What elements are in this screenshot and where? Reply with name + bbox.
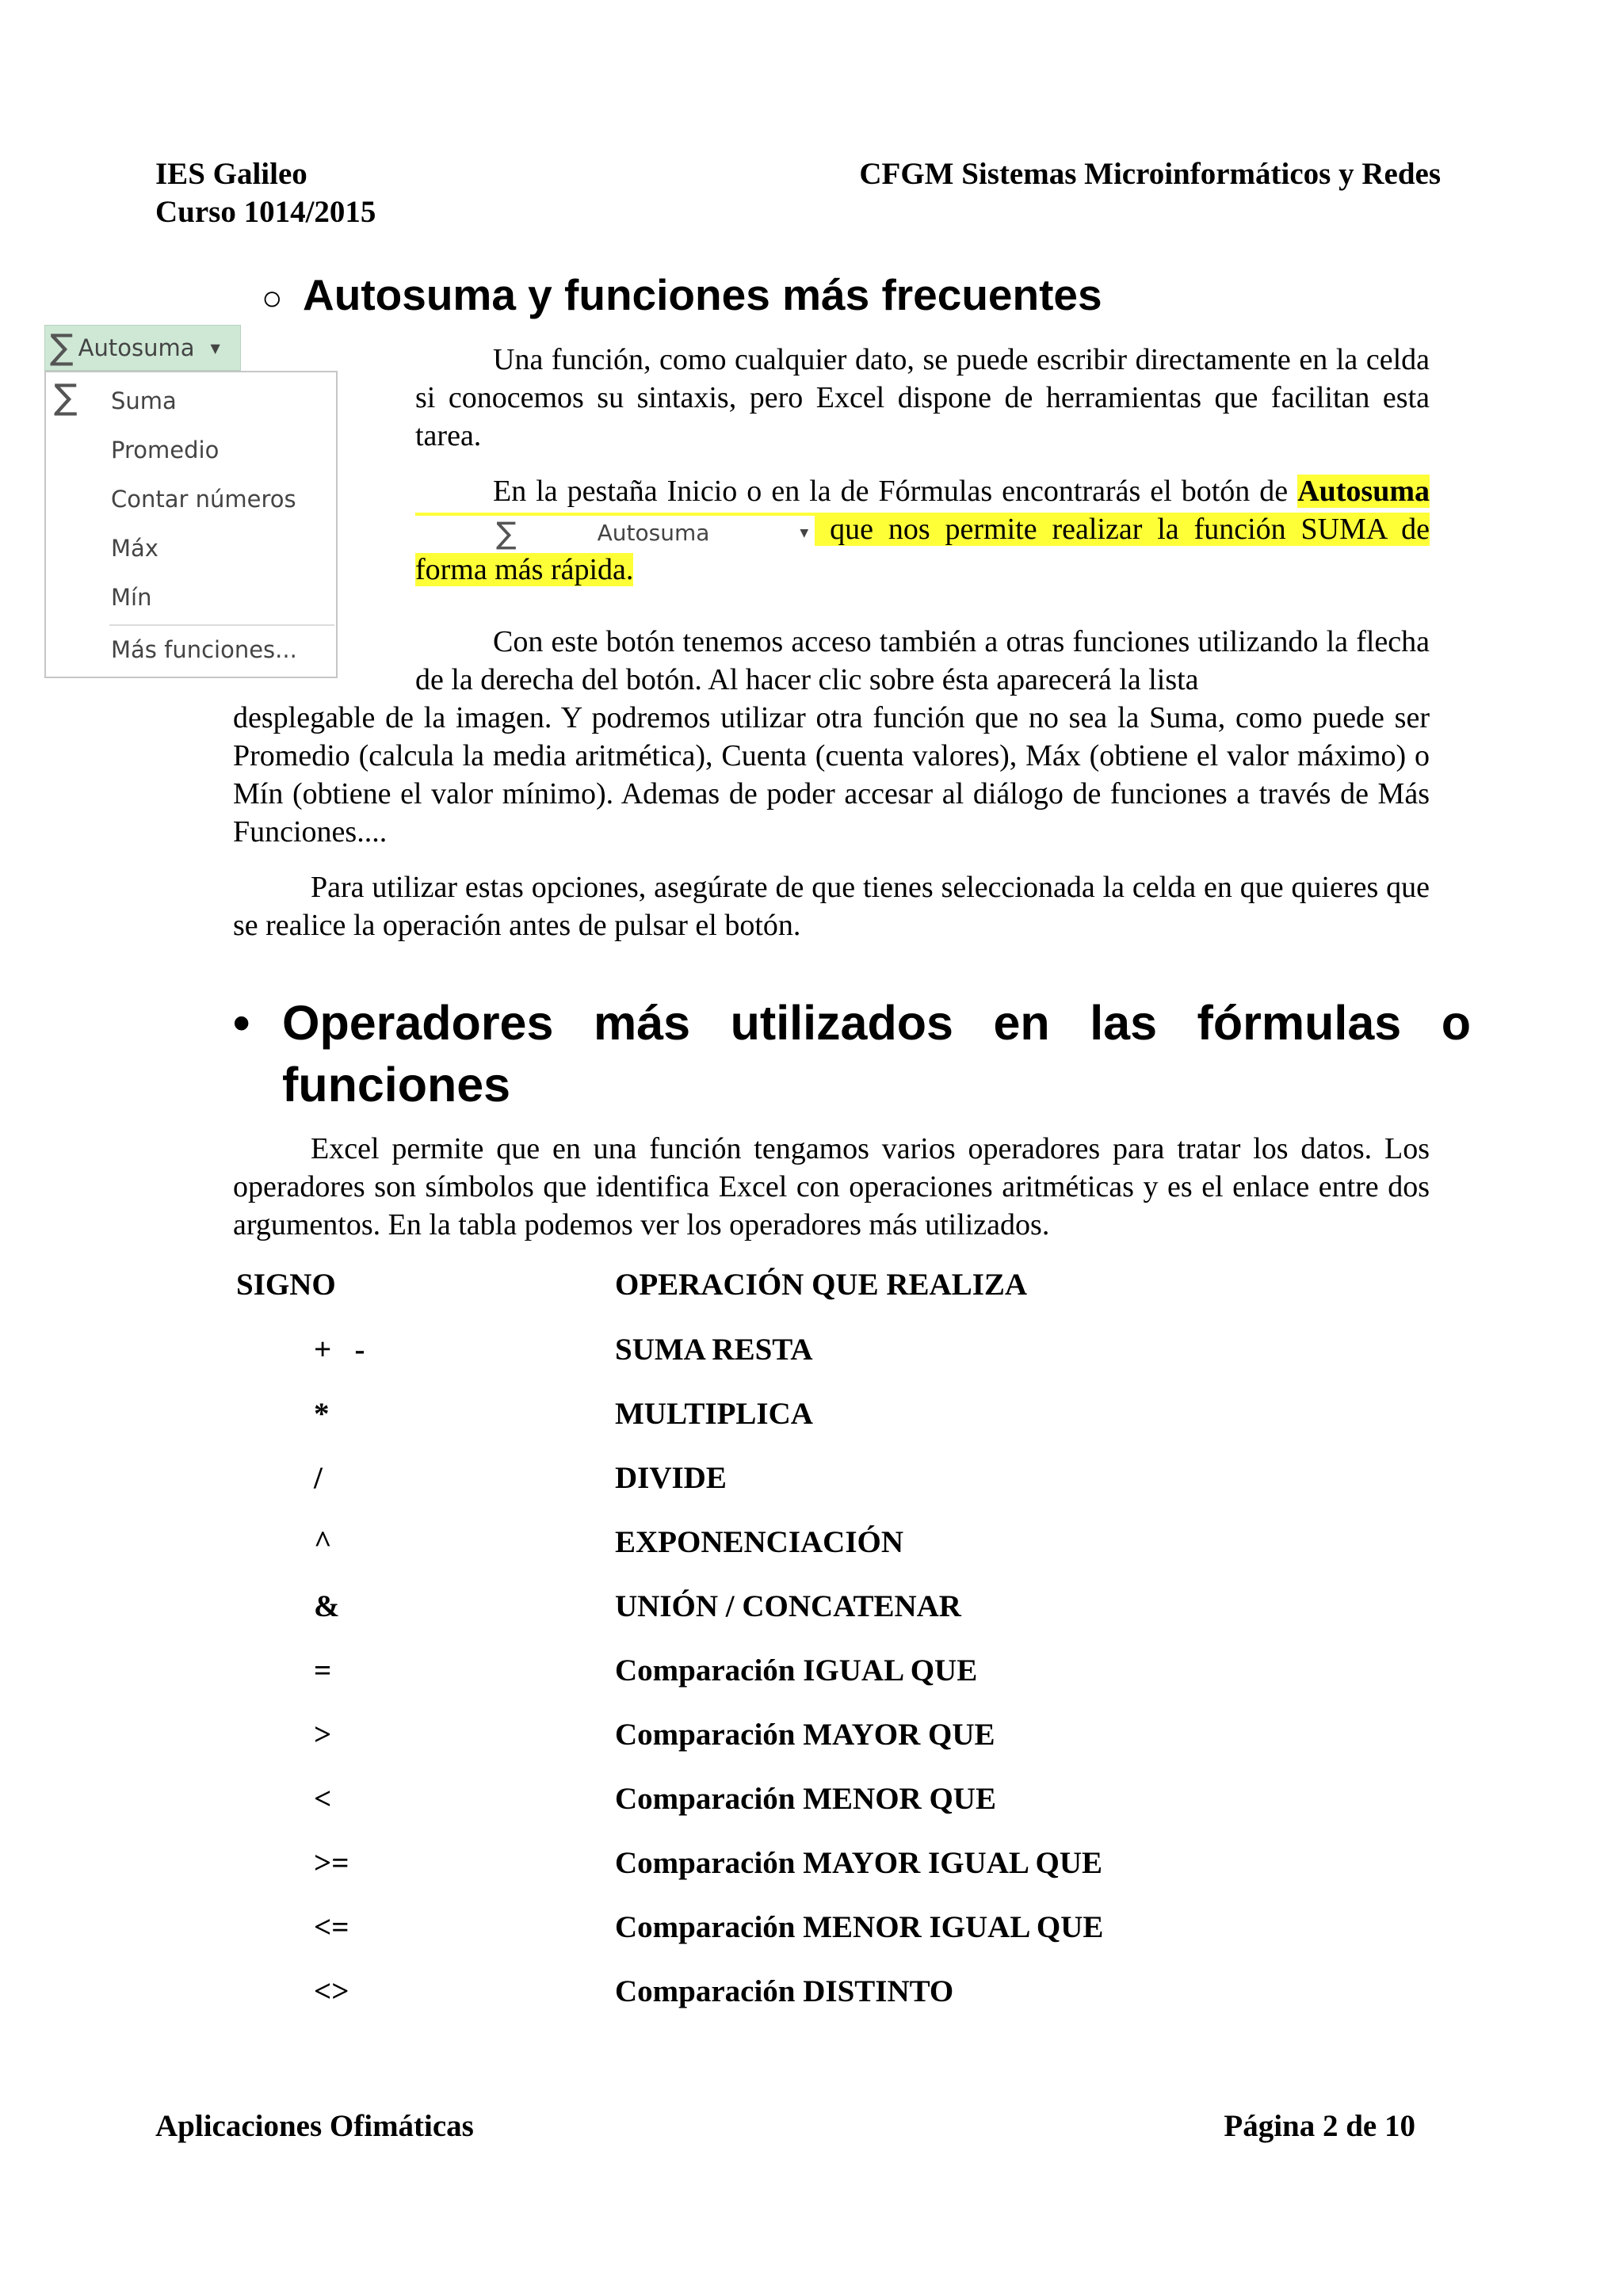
section1-paragraph-2 <box>415 472 1430 589</box>
table-cell-operation: Comparación MAYOR IGUAL QUE <box>615 1846 1103 1880</box>
table-cell-sign: + - <box>314 1333 365 1367</box>
table-cell-sign: < <box>314 1782 332 1816</box>
table-cell-operation: SUMA RESTA <box>615 1333 813 1367</box>
table-cell-operation: Comparación MENOR QUE <box>615 1782 996 1816</box>
section2-title: Operadores más utilizados en las fórmulas o funciones <box>282 996 1471 1112</box>
menu-item-promedio: Promedio <box>111 437 220 463</box>
section1-paragraph-4: Para utilizar estas opciones, asegúrate de que tienes seleccionada la celda en que quieres que se realice la operación antes de pulsar el botón. <box>233 871 1430 942</box>
table-cell-sign: <> <box>314 1974 349 2008</box>
table-cell-operation: Comparación MAYOR QUE <box>615 1718 995 1752</box>
table-cell-sign: >= <box>314 1846 349 1880</box>
table-cell-operation: EXPONENCIACIÓN <box>615 1525 904 1559</box>
table-cell-operation: DIVIDE <box>615 1461 727 1495</box>
inline-dropdown-arrow-icon: ▼ <box>800 527 809 540</box>
menu-item-mas-funciones: Más funciones... <box>111 636 297 663</box>
table-cell-sign: > <box>314 1718 332 1752</box>
section1-title: Autosuma y funciones más frecuentes <box>303 270 1102 319</box>
section2-bullet: • <box>233 996 250 1050</box>
menu-item-max: Máx <box>111 535 158 562</box>
table-cell-sign: & <box>314 1589 340 1623</box>
table-cell-sign: = <box>314 1653 332 1688</box>
table-cell-operation: Comparación MENOR IGUAL QUE <box>615 1910 1104 1944</box>
menu-item-suma: Suma <box>111 387 177 414</box>
menu-divider <box>109 624 334 626</box>
section1-paragraph-1: Una función, como cualquier dato, se puede escribir directamente en la celda si conocemos su sintaxis, pero Excel dispone de herramientas que facilitan esta tarea. <box>415 343 1430 452</box>
table-cell-sign: ^ <box>314 1525 332 1559</box>
inline-autosuma-label: Autosuma <box>597 520 710 546</box>
inline-autosuma-button <box>415 516 815 551</box>
school-name: IES Galileo <box>155 157 307 191</box>
table-cell-operation: Comparación DISTINTO <box>615 1974 954 2008</box>
section1-bullet: ○ <box>262 279 283 318</box>
autosuma-button <box>44 325 241 371</box>
footer-page-number: Página 2 de 10 <box>1224 2109 1415 2143</box>
menu-item-min: Mín <box>111 584 152 611</box>
program-name: CFGM Sistemas Microinformáticos y Redes <box>859 157 1441 191</box>
table-cell-operation: Comparación IGUAL QUE <box>615 1653 978 1688</box>
sigma-icon: ∑ <box>50 327 74 368</box>
section1-paragraph-3b: desplegable de la imagen. Y podremos utilizar otra función que no sea la Suma, como puede ser Promedio (calcula la media aritmética), Cuenta (cuenta valores), Máx (obtiene el valor máximo) o Mín (obtiene el valor mínimo). Ademas de poder accesar al diálogo de funciones a través de Más Funciones.... <box>233 701 1430 849</box>
table-header-signo: SIGNO <box>236 1268 336 1302</box>
table-cell-sign: / <box>314 1461 323 1495</box>
section2-paragraph-1: Excel permite que en una función tengamos varios operadores para tratar los datos. Los operadores son símbolos que identifica Excel con operaciones aritméticas y es el enlace entre dos argumentos. En la tabla podemos ver los operadores más utilizados. <box>233 1132 1430 1241</box>
p2-start: En la pestaña Inicio o en la de Fórmulas encontrarás el botón de <box>493 475 1289 508</box>
autosuma-button-label: Autosuma <box>78 334 195 361</box>
course-year: Curso 1014/2015 <box>155 195 376 229</box>
suma-sigma-icon: ∑ <box>54 377 78 418</box>
table-cell-operation: UNIÓN / CONCATENAR <box>615 1589 961 1623</box>
inline-sigma-icon: ∑ <box>496 516 517 551</box>
table-cell-operation: MULTIPLICA <box>615 1397 813 1431</box>
table-header-operacion: OPERACIÓN QUE REALIZA <box>615 1268 1028 1302</box>
p2-end: que nos permite realizar la función SUMA de forma más rápida. <box>415 513 1430 586</box>
footer-subject: Aplicaciones Ofimáticas <box>155 2109 474 2143</box>
p2-autosuma-bold: Autosuma <box>1297 475 1430 508</box>
menu-item-contar: Contar números <box>111 486 296 513</box>
dropdown-arrow-icon: ▼ <box>210 340 220 356</box>
section1-paragraph-3a: Con este botón tenemos acceso también a otras funciones utilizando la flecha de la derecha del botón. Al hacer clic sobre ésta aparecerá la lista <box>415 625 1430 696</box>
table-cell-sign: <= <box>314 1910 349 1944</box>
table-cell-sign: * <box>314 1397 330 1431</box>
autosuma-dropdown-menu <box>44 371 338 678</box>
